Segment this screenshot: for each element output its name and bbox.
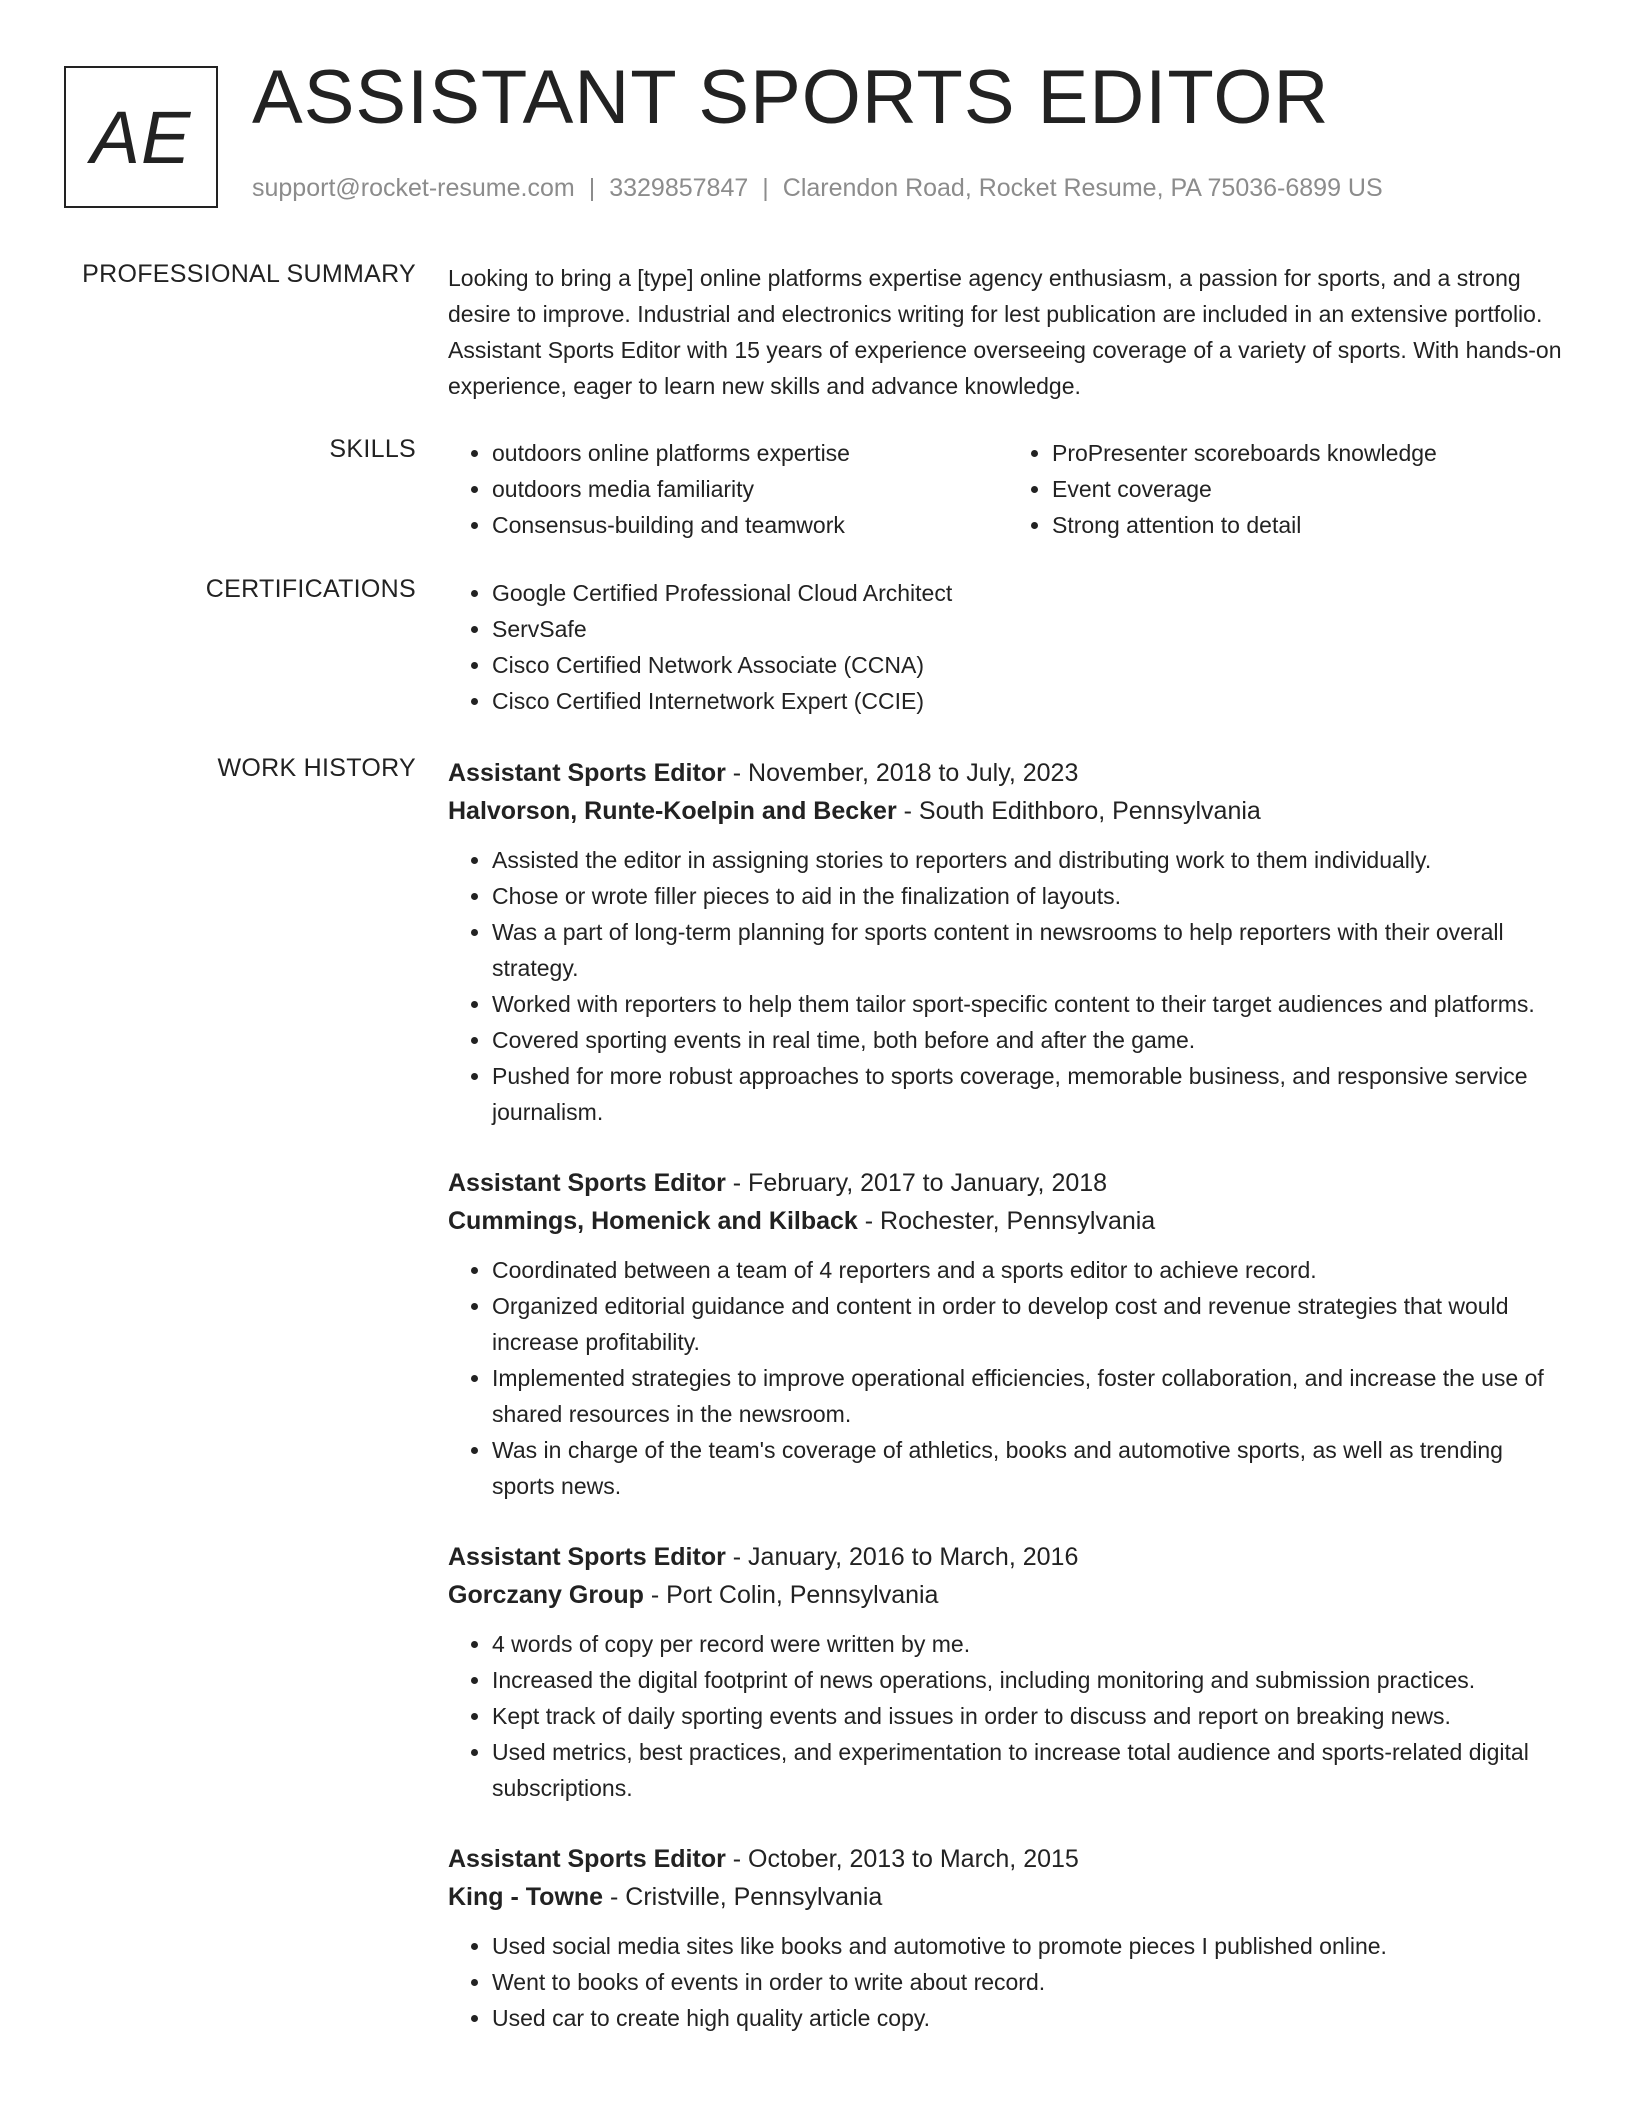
job-bullets [448,1626,1568,1806]
job-title: Assistant Sports Editor [448,759,726,787]
job-bullet: • Coordinated between a team of 4 reporters and a sports editor to achieve record. [492,1252,1568,1288]
job-company-line [448,1878,1568,1916]
section-label-work: WORK HISTORY [217,754,416,782]
job-title-line [448,1538,1568,1576]
job-bullet: • Pushed for more robust approaches to sports coverage, memorable business, and responsive service journalism. [492,1058,1568,1130]
monogram-box [64,66,218,208]
contact-separator: | [762,174,769,202]
job-bullet: • Increased the digital footprint of news operations, including monitoring and submission practices. [492,1662,1568,1698]
skill-item: • ProPresenter scoreboards knowledge [1052,435,1568,471]
summary-body [448,260,1568,404]
skills-list-right [1008,435,1568,543]
contact-email: support@rocket-resume.com [252,174,575,202]
job-title-line [448,1840,1568,1878]
certifications-list [448,575,1568,719]
job-bullet: • Used car to create high quality article copy. [492,2000,1568,2036]
work-history-body [448,754,1568,2070]
skill-item: • Event coverage [1052,471,1568,507]
job-location: - South Edithboro, Pennsylvania [896,797,1261,825]
section-label-certifications: CERTIFICATIONS [205,575,416,603]
skills-body [448,435,1568,543]
job-entry [448,754,1568,1130]
monogram-initials: AE [90,95,192,179]
job-bullet: • Worked with reporters to help them tailor sport-specific content to their target audiences and platforms. [492,986,1568,1022]
resume-title: ASSISTANT SPORTS EDITOR [252,55,1330,140]
job-title-line [448,754,1568,792]
job-company: King - Towne [448,1883,604,1911]
job-dates: - November, 2018 to July, 2023 [725,759,1079,787]
job-dates: - February, 2017 to January, 2018 [725,1169,1108,1197]
contact-separator: | [588,174,596,202]
job-company-line [448,1576,1568,1614]
job-location: - Cristville, Pennsylvania [603,1883,883,1911]
contact-address: Clarendon Road, Rocket Resume, PA 75036-6899 US [782,174,1383,202]
job-bullet: • Organized editorial guidance and content in order to develop cost and revenue strategies that would increase profitability. [492,1288,1568,1360]
job-location: - Port Colin, Pennsylvania [643,1581,939,1609]
job-company-line [448,1202,1568,1240]
job-bullet: • Covered sporting events in real time, both before and after the game. [492,1022,1568,1058]
job-bullet: • Was a part of long-term planning for sports content in newsrooms to help reporters with their overall strategy. [492,914,1568,986]
contact-phone: 3329857847 [609,174,749,202]
certification-item: • Cisco Certified Network Associate (CCNA) [492,647,1568,683]
section-label-skills: SKILLS [329,435,416,463]
job-company: Gorczany Group [448,1581,644,1609]
certifications-body [448,575,1568,719]
job-bullets [448,842,1568,1130]
skill-item: • outdoors online platforms expertise [492,435,1008,471]
job-bullets [448,1252,1568,1504]
job-entry [448,1538,1568,1806]
certification-item: • Cisco Certified Internetwork Expert (CCIE) [492,683,1568,719]
summary-text: Looking to bring a [type] online platforms expertise agency enthusiasm, a passion for sports, and a strong desire to improve. Industrial and electronics writing for lest publication are included in an extensive portfolio. Assistant Sports Editor with 15 years of experience overseeing coverage of a variety of sports. With hands-on experience, eager to learn new skills and advance knowledge. [448,265,1562,399]
job-entry [448,1164,1568,1504]
job-bullet: • Chose or wrote filler pieces to aid in the finalization of layouts. [492,878,1568,914]
job-company: Halvorson, Runte-Koelpin and Becker [448,797,897,825]
job-dates: - January, 2016 to March, 2016 [725,1543,1079,1571]
job-title-line [448,1164,1568,1202]
job-bullet: • Kept track of daily sporting events and issues in order to discuss and report on breaking news. [492,1698,1568,1734]
job-bullet: • 4 words of copy per record were written by me. [492,1626,1568,1662]
contact-line [252,174,1383,203]
job-company: Cummings, Homenick and Kilback [448,1207,858,1235]
job-bullets [448,1928,1568,2036]
job-bullet: • Used metrics, best practices, and experimentation to increase total audience and sports-related digital subscriptions. [492,1734,1568,1806]
section-label-summary: PROFESSIONAL SUMMARY [82,260,416,288]
skill-item: • Strong attention to detail [1052,507,1568,543]
job-dates: - October, 2013 to March, 2015 [725,1845,1079,1873]
job-entry [448,1840,1568,2036]
skill-item: • outdoors media familiarity [492,471,1008,507]
job-title: Assistant Sports Editor [448,1845,726,1873]
job-company-line [448,792,1568,830]
job-title: Assistant Sports Editor [448,1543,726,1571]
certification-item: • Google Certified Professional Cloud Architect [492,575,1568,611]
skill-item: • Consensus-building and teamwork [492,507,1008,543]
job-bullet: • Used social media sites like books and automotive to promote pieces I published online. [492,1928,1568,1964]
job-bullet: • Was in charge of the team's coverage of athletics, books and automotive sports, as well as trending sports news. [492,1432,1568,1504]
job-bullet: • Went to books of events in order to write about record. [492,1964,1568,2000]
job-bullet: • Assisted the editor in assigning stories to reporters and distributing work to them individually. [492,842,1568,878]
job-bullet: • Implemented strategies to improve operational efficiencies, foster collaboration, and increase the use of shared resources in the newsroom. [492,1360,1568,1432]
job-title: Assistant Sports Editor [448,1169,726,1197]
certification-item: • ServSafe [492,611,1568,647]
job-location: - Rochester, Pennsylvania [857,1207,1156,1235]
skills-list-left [448,435,1008,543]
